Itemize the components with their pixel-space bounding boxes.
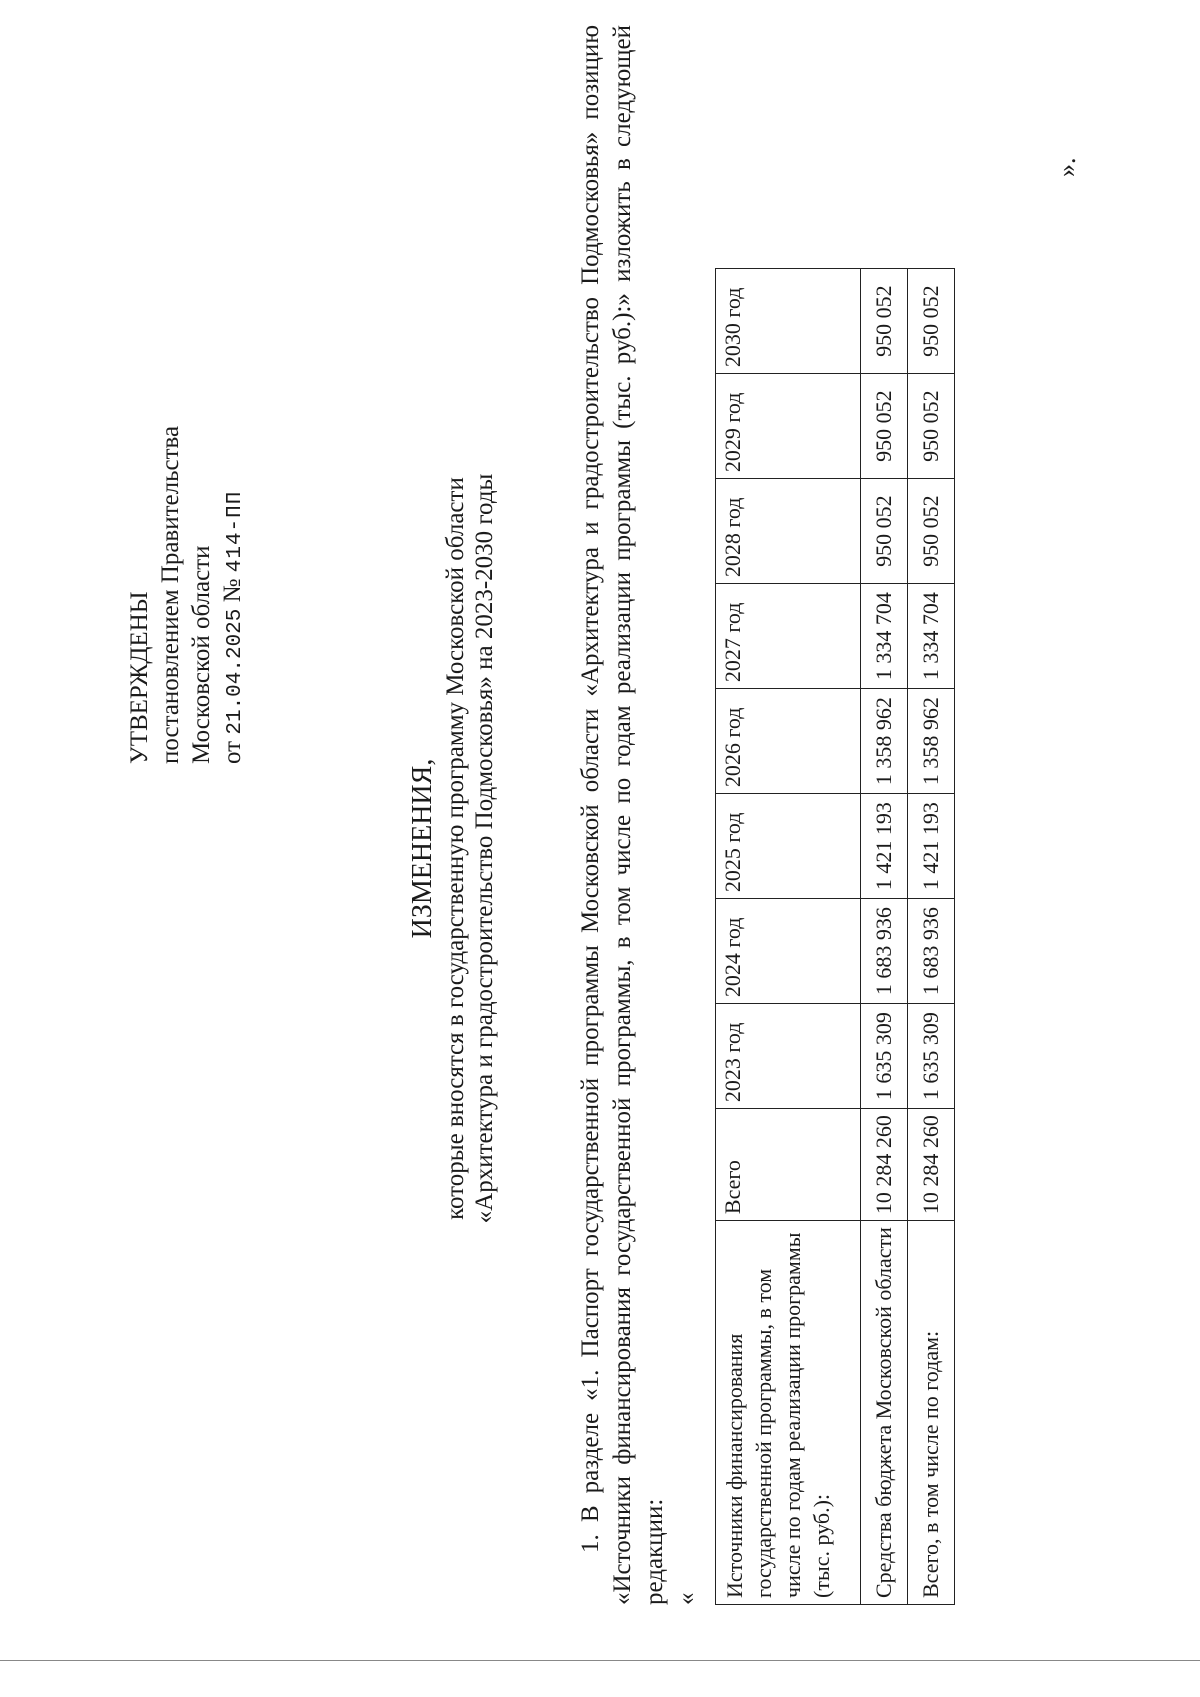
year-header-2024: 2024 год xyxy=(716,899,861,1004)
row-value-2028: 950 052 xyxy=(861,479,908,584)
title-heading: ИЗМЕНЕНИЯ, xyxy=(407,758,438,939)
approval-stamp xyxy=(124,426,251,764)
open-quote: « xyxy=(673,1592,700,1605)
row-value-2023: 1 635 309 xyxy=(861,1004,908,1109)
source-header-cell: Источники финансирования государственной программы, в том числе по годам реализации программы (тыс. руб.): xyxy=(716,1221,861,1605)
title-line-3: «Архитектура и градостроительство Подмосковья» на 2023-2030 годы xyxy=(471,473,498,1224)
row-value-2027: 1 334 704 xyxy=(908,584,955,689)
row-label: Всего, в том числе по годам: xyxy=(908,1221,955,1605)
year-header-2030: 2030 год xyxy=(716,269,861,374)
row-value-2025: 1 421 193 xyxy=(908,794,955,899)
year-header-2029: 2029 год xyxy=(716,374,861,479)
row-value-2030: 950 052 xyxy=(861,269,908,374)
row-value-2027: 1 334 704 xyxy=(861,584,908,689)
year-header-2028: 2028 год xyxy=(716,479,861,584)
approval-issuer: постановлением Правительства xyxy=(157,425,184,764)
row-value-2026: 1 358 962 xyxy=(908,689,955,794)
approval-date: 21.04.2025 xyxy=(224,608,247,735)
row-value-2023: 1 635 309 xyxy=(908,1004,955,1109)
document-title xyxy=(408,0,499,1697)
financing-table xyxy=(715,268,955,1605)
row-label: Средства бюджета Московской области xyxy=(861,1221,908,1605)
table-header-row xyxy=(716,269,861,1605)
intro-text xyxy=(575,25,703,1605)
close-quote: ». xyxy=(1052,157,1081,177)
row-total: 10 284 260 xyxy=(908,1109,955,1221)
row-value-2029: 950 052 xyxy=(908,374,955,479)
intro-paragraph: 1. В разделе «1. Паспорт государственной программы Московской области «Архитектура и градостроительство Подмосковья» позицию «Источники финансирования государственной программы, в том числе по годам реализации программы (тыс. руб.):» изложить в следующей редакции: xyxy=(577,25,668,1605)
table-row xyxy=(861,269,908,1605)
approval-date-prefix: от xyxy=(219,740,246,764)
row-value-2024: 1 683 936 xyxy=(908,899,955,1004)
row-value-2026: 1 358 962 xyxy=(861,689,908,794)
row-value-2024: 1 683 936 xyxy=(861,899,908,1004)
approval-number-sign: № xyxy=(219,578,246,603)
total-header-cell: Всего xyxy=(716,1109,861,1221)
year-header-2027: 2027 год xyxy=(716,584,861,689)
approval-number: 414-ПП xyxy=(224,490,247,573)
row-total: 10 284 260 xyxy=(861,1109,908,1221)
year-header-2023: 2023 год xyxy=(716,1004,861,1109)
year-header-2026: 2026 год xyxy=(716,689,861,794)
year-header-2025: 2025 год xyxy=(716,794,861,899)
approval-date-line xyxy=(217,426,251,764)
row-value-2028: 950 052 xyxy=(908,479,955,584)
approval-region: Московской области xyxy=(188,545,215,764)
row-value-2030: 950 052 xyxy=(908,269,955,374)
title-line-2: которые вносятся в государственную программу Московской области xyxy=(442,477,469,1220)
scan-bottom-line xyxy=(0,1660,1200,1661)
row-value-2029: 950 052 xyxy=(861,374,908,479)
row-value-2025: 1 421 193 xyxy=(861,794,908,899)
approval-heading: УТВЕРЖДЕНЫ xyxy=(126,591,153,764)
table-row xyxy=(908,269,955,1605)
